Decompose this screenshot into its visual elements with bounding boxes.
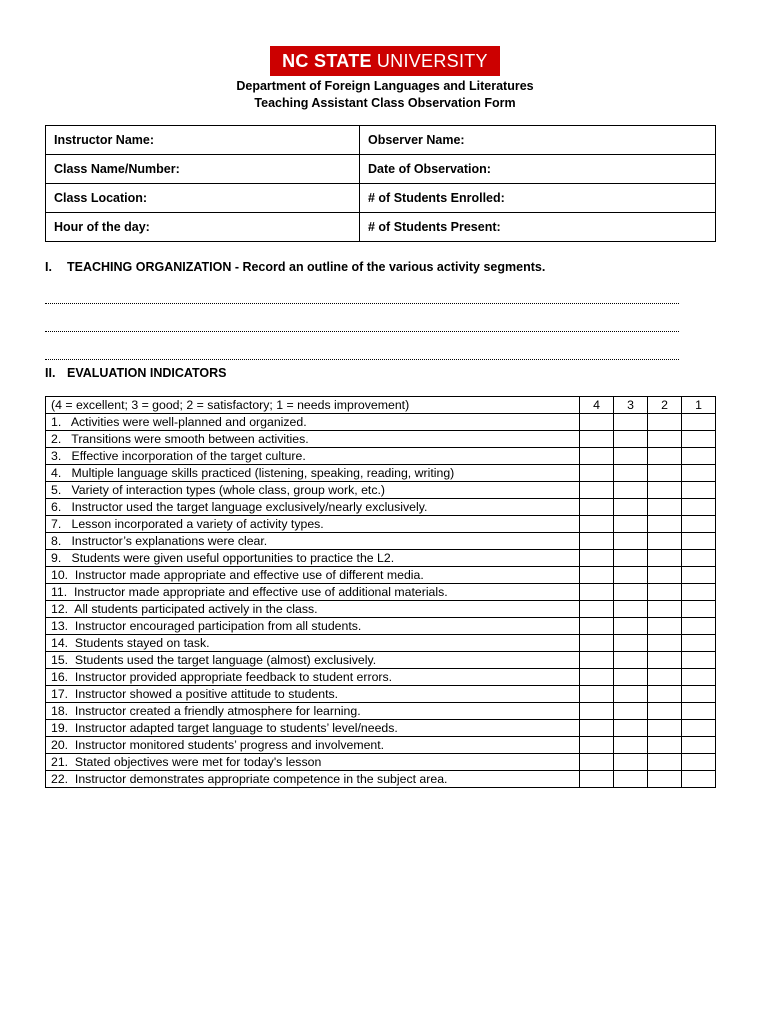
score-cell-2[interactable]: [648, 448, 682, 465]
score-cell-1[interactable]: [682, 720, 716, 737]
score-cell-1[interactable]: [682, 686, 716, 703]
info-row: [46, 126, 716, 155]
evaluation-item-label: 2. Transitions were smooth between activities.: [46, 431, 580, 448]
evaluation-item-label: 13. Instructor encouraged participation from all students.: [46, 618, 580, 635]
score-cell-3[interactable]: [614, 618, 648, 635]
evaluation-row: [46, 686, 716, 703]
evaluation-row: [46, 754, 716, 771]
score-cell-1[interactable]: [682, 703, 716, 720]
evaluation-item-label: 10. Instructor made appropriate and effective use of different media.: [46, 567, 580, 584]
score-cell-3[interactable]: [614, 754, 648, 771]
evaluation-row: [46, 431, 716, 448]
score-cell-4[interactable]: [580, 431, 614, 448]
score-cell-2[interactable]: [648, 720, 682, 737]
section-2-heading: [45, 366, 227, 380]
evaluation-row: [46, 465, 716, 482]
score-cell-2[interactable]: [648, 686, 682, 703]
score-cell-4[interactable]: [580, 584, 614, 601]
department-title: Department of Foreign Languages and Literatures: [236, 79, 534, 93]
evaluation-item-label: 12. All students participated actively in the class.: [46, 601, 580, 618]
evaluation-row: [46, 516, 716, 533]
score-cell-1[interactable]: [682, 584, 716, 601]
evaluation-row: [46, 771, 716, 788]
evaluation-row: [46, 737, 716, 754]
evaluation-item-label: 14. Students stayed on task.: [46, 635, 580, 652]
score-cell-3[interactable]: [614, 482, 648, 499]
evaluation-row: [46, 703, 716, 720]
score-cell-4[interactable]: [580, 652, 614, 669]
score-cell-1[interactable]: [682, 482, 716, 499]
section-1-number: I.: [45, 260, 52, 274]
info-row: [46, 184, 716, 213]
score-cell-4[interactable]: [580, 703, 614, 720]
evaluation-row: [46, 652, 716, 669]
score-cell-3[interactable]: [614, 499, 648, 516]
logo-bold-text: NC STATE: [282, 50, 372, 71]
evaluation-item-label: 21. Stated objectives were met for today's lesson: [46, 754, 580, 771]
score-cell-3[interactable]: [614, 533, 648, 550]
score-cell-3[interactable]: [614, 703, 648, 720]
evaluation-item-label: 22. Instructor demonstrates appropriate competence in the subject area.: [46, 771, 580, 788]
score-cell-3[interactable]: [614, 465, 648, 482]
evaluation-row: [46, 601, 716, 618]
score-cell-3[interactable]: [614, 771, 648, 788]
section-2-number: II.: [45, 366, 56, 380]
score-cell-1[interactable]: [682, 431, 716, 448]
score-header-4: 4: [580, 397, 614, 414]
score-cell-1[interactable]: [682, 516, 716, 533]
score-cell-2[interactable]: [648, 635, 682, 652]
evaluation-header-row: [46, 397, 716, 414]
outline-line[interactable]: [45, 293, 679, 304]
students-enrolled-field[interactable]: # of Students Enrolled:: [360, 184, 716, 213]
score-cell-1[interactable]: [682, 448, 716, 465]
score-cell-1[interactable]: [682, 669, 716, 686]
evaluation-row: [46, 720, 716, 737]
outline-line[interactable]: [45, 321, 679, 332]
score-cell-3[interactable]: [614, 550, 648, 567]
class-name-field[interactable]: Class Name/Number:: [46, 155, 360, 184]
evaluation-table: [45, 396, 716, 788]
evaluation-row: [46, 567, 716, 584]
score-cell-3[interactable]: [614, 567, 648, 584]
score-cell-2[interactable]: [648, 618, 682, 635]
evaluation-row: [46, 499, 716, 516]
score-cell-4[interactable]: [580, 754, 614, 771]
score-cell-1[interactable]: [682, 771, 716, 788]
evaluation-item-label: 11. Instructor made appropriate and effective use of additional materials.: [46, 584, 580, 601]
score-cell-2[interactable]: [648, 516, 682, 533]
students-present-field[interactable]: # of Students Present:: [360, 213, 716, 242]
score-cell-1[interactable]: [682, 499, 716, 516]
score-cell-1[interactable]: [682, 652, 716, 669]
score-cell-3[interactable]: [614, 601, 648, 618]
evaluation-item-label: 20. Instructor monitored students’ progress and involvement.: [46, 737, 580, 754]
date-of-observation-field[interactable]: Date of Observation:: [360, 155, 716, 184]
score-cell-4[interactable]: [580, 533, 614, 550]
score-cell-4[interactable]: [580, 516, 614, 533]
score-cell-4[interactable]: [580, 618, 614, 635]
score-cell-1[interactable]: [682, 754, 716, 771]
evaluation-row: [46, 448, 716, 465]
score-cell-4[interactable]: [580, 499, 614, 516]
evaluation-item-label: 18. Instructor created a friendly atmosphere for learning.: [46, 703, 580, 720]
observer-name-field[interactable]: Observer Name:: [360, 126, 716, 155]
evaluation-row: [46, 618, 716, 635]
evaluation-item-label: 6. Instructor used the target language exclusively/nearly exclusively.: [46, 499, 580, 516]
score-cell-4[interactable]: [580, 771, 614, 788]
score-cell-3[interactable]: [614, 414, 648, 431]
score-cell-2[interactable]: [648, 414, 682, 431]
score-cell-1[interactable]: [682, 635, 716, 652]
score-cell-4[interactable]: [580, 635, 614, 652]
score-cell-3[interactable]: [614, 448, 648, 465]
class-location-field[interactable]: Class Location:: [46, 184, 360, 213]
score-cell-2[interactable]: [648, 584, 682, 601]
score-cell-4[interactable]: [580, 601, 614, 618]
score-cell-1[interactable]: [682, 737, 716, 754]
score-cell-2[interactable]: [648, 669, 682, 686]
score-cell-3[interactable]: [614, 686, 648, 703]
score-cell-3[interactable]: [614, 431, 648, 448]
evaluation-item-label: 8. Instructor’s explanations were clear.: [46, 533, 580, 550]
score-cell-1[interactable]: [682, 414, 716, 431]
score-cell-3[interactable]: [614, 516, 648, 533]
score-cell-2[interactable]: [648, 533, 682, 550]
score-cell-2[interactable]: [648, 737, 682, 754]
evaluation-item-label: 16. Instructor provided appropriate feedback to student errors.: [46, 669, 580, 686]
section-1-heading: [45, 260, 545, 274]
score-cell-4[interactable]: [580, 720, 614, 737]
evaluation-row: [46, 550, 716, 567]
score-cell-2[interactable]: [648, 754, 682, 771]
score-cell-1[interactable]: [682, 601, 716, 618]
nc-state-logo: [270, 46, 500, 76]
form-title: Teaching Assistant Class Observation Form: [254, 96, 516, 110]
score-cell-1[interactable]: [682, 533, 716, 550]
score-cell-1[interactable]: [682, 567, 716, 584]
evaluation-item-label: 9. Students were given useful opportunities to practice the L2.: [46, 550, 580, 567]
score-cell-2[interactable]: [648, 601, 682, 618]
evaluation-row: [46, 669, 716, 686]
score-cell-3[interactable]: [614, 652, 648, 669]
score-cell-4[interactable]: [580, 550, 614, 567]
score-cell-1[interactable]: [682, 465, 716, 482]
score-cell-4[interactable]: [580, 448, 614, 465]
score-cell-1[interactable]: [682, 618, 716, 635]
score-cell-4[interactable]: [580, 465, 614, 482]
evaluation-item-label: 3. Effective incorporation of the target culture.: [46, 448, 580, 465]
evaluation-item-label: 5. Variety of interaction types (whole class, group work, etc.): [46, 482, 580, 499]
score-cell-3[interactable]: [614, 669, 648, 686]
score-cell-3[interactable]: [614, 737, 648, 754]
score-cell-2[interactable]: [648, 550, 682, 567]
evaluation-item-label: 7. Lesson incorporated a variety of activity types.: [46, 516, 580, 533]
info-table: [45, 125, 716, 242]
score-cell-2[interactable]: [648, 771, 682, 788]
score-cell-4[interactable]: [580, 737, 614, 754]
score-cell-2[interactable]: [648, 431, 682, 448]
section-2-title: EVALUATION INDICATORS: [67, 366, 227, 380]
score-cell-3[interactable]: [614, 635, 648, 652]
outline-line[interactable]: [45, 349, 679, 360]
score-cell-2[interactable]: [648, 567, 682, 584]
form-header: [0, 78, 770, 112]
evaluation-item-label: 17. Instructor showed a positive attitude to students.: [46, 686, 580, 703]
evaluation-row: [46, 584, 716, 601]
evaluation-row: [46, 533, 716, 550]
score-header-1: 1: [682, 397, 716, 414]
evaluation-item-label: 1. Activities were well-planned and organized.: [46, 414, 580, 431]
score-cell-2[interactable]: [648, 499, 682, 516]
score-header-2: 2: [648, 397, 682, 414]
score-cell-4[interactable]: [580, 414, 614, 431]
score-cell-2[interactable]: [648, 703, 682, 720]
score-cell-2[interactable]: [648, 465, 682, 482]
score-cell-3[interactable]: [614, 720, 648, 737]
score-cell-2[interactable]: [648, 652, 682, 669]
evaluation-row: [46, 635, 716, 652]
evaluation-item-label: 15. Students used the target language (almost) exclusively.: [46, 652, 580, 669]
score-cell-4[interactable]: [580, 669, 614, 686]
score-cell-4[interactable]: [580, 567, 614, 584]
score-header-3: 3: [614, 397, 648, 414]
score-cell-3[interactable]: [614, 584, 648, 601]
info-row: [46, 155, 716, 184]
info-row: [46, 213, 716, 242]
score-cell-4[interactable]: [580, 482, 614, 499]
logo-light-text: UNIVERSITY: [376, 50, 488, 71]
evaluation-row: [46, 414, 716, 431]
evaluation-item-label: 19. Instructor adapted target language to students’ level/needs.: [46, 720, 580, 737]
section-1-title: TEACHING ORGANIZATION - Record an outline of the various activity segments.: [67, 260, 546, 274]
evaluation-row: [46, 482, 716, 499]
evaluation-item-label: 4. Multiple language skills practiced (listening, speaking, reading, writing): [46, 465, 580, 482]
score-cell-1[interactable]: [682, 550, 716, 567]
evaluation-legend: (4 = excellent; 3 = good; 2 = satisfactory; 1 = needs improvement): [46, 397, 580, 414]
hour-of-day-field[interactable]: Hour of the day:: [46, 213, 360, 242]
instructor-name-field[interactable]: Instructor Name:: [46, 126, 360, 155]
score-cell-4[interactable]: [580, 686, 614, 703]
score-cell-2[interactable]: [648, 482, 682, 499]
